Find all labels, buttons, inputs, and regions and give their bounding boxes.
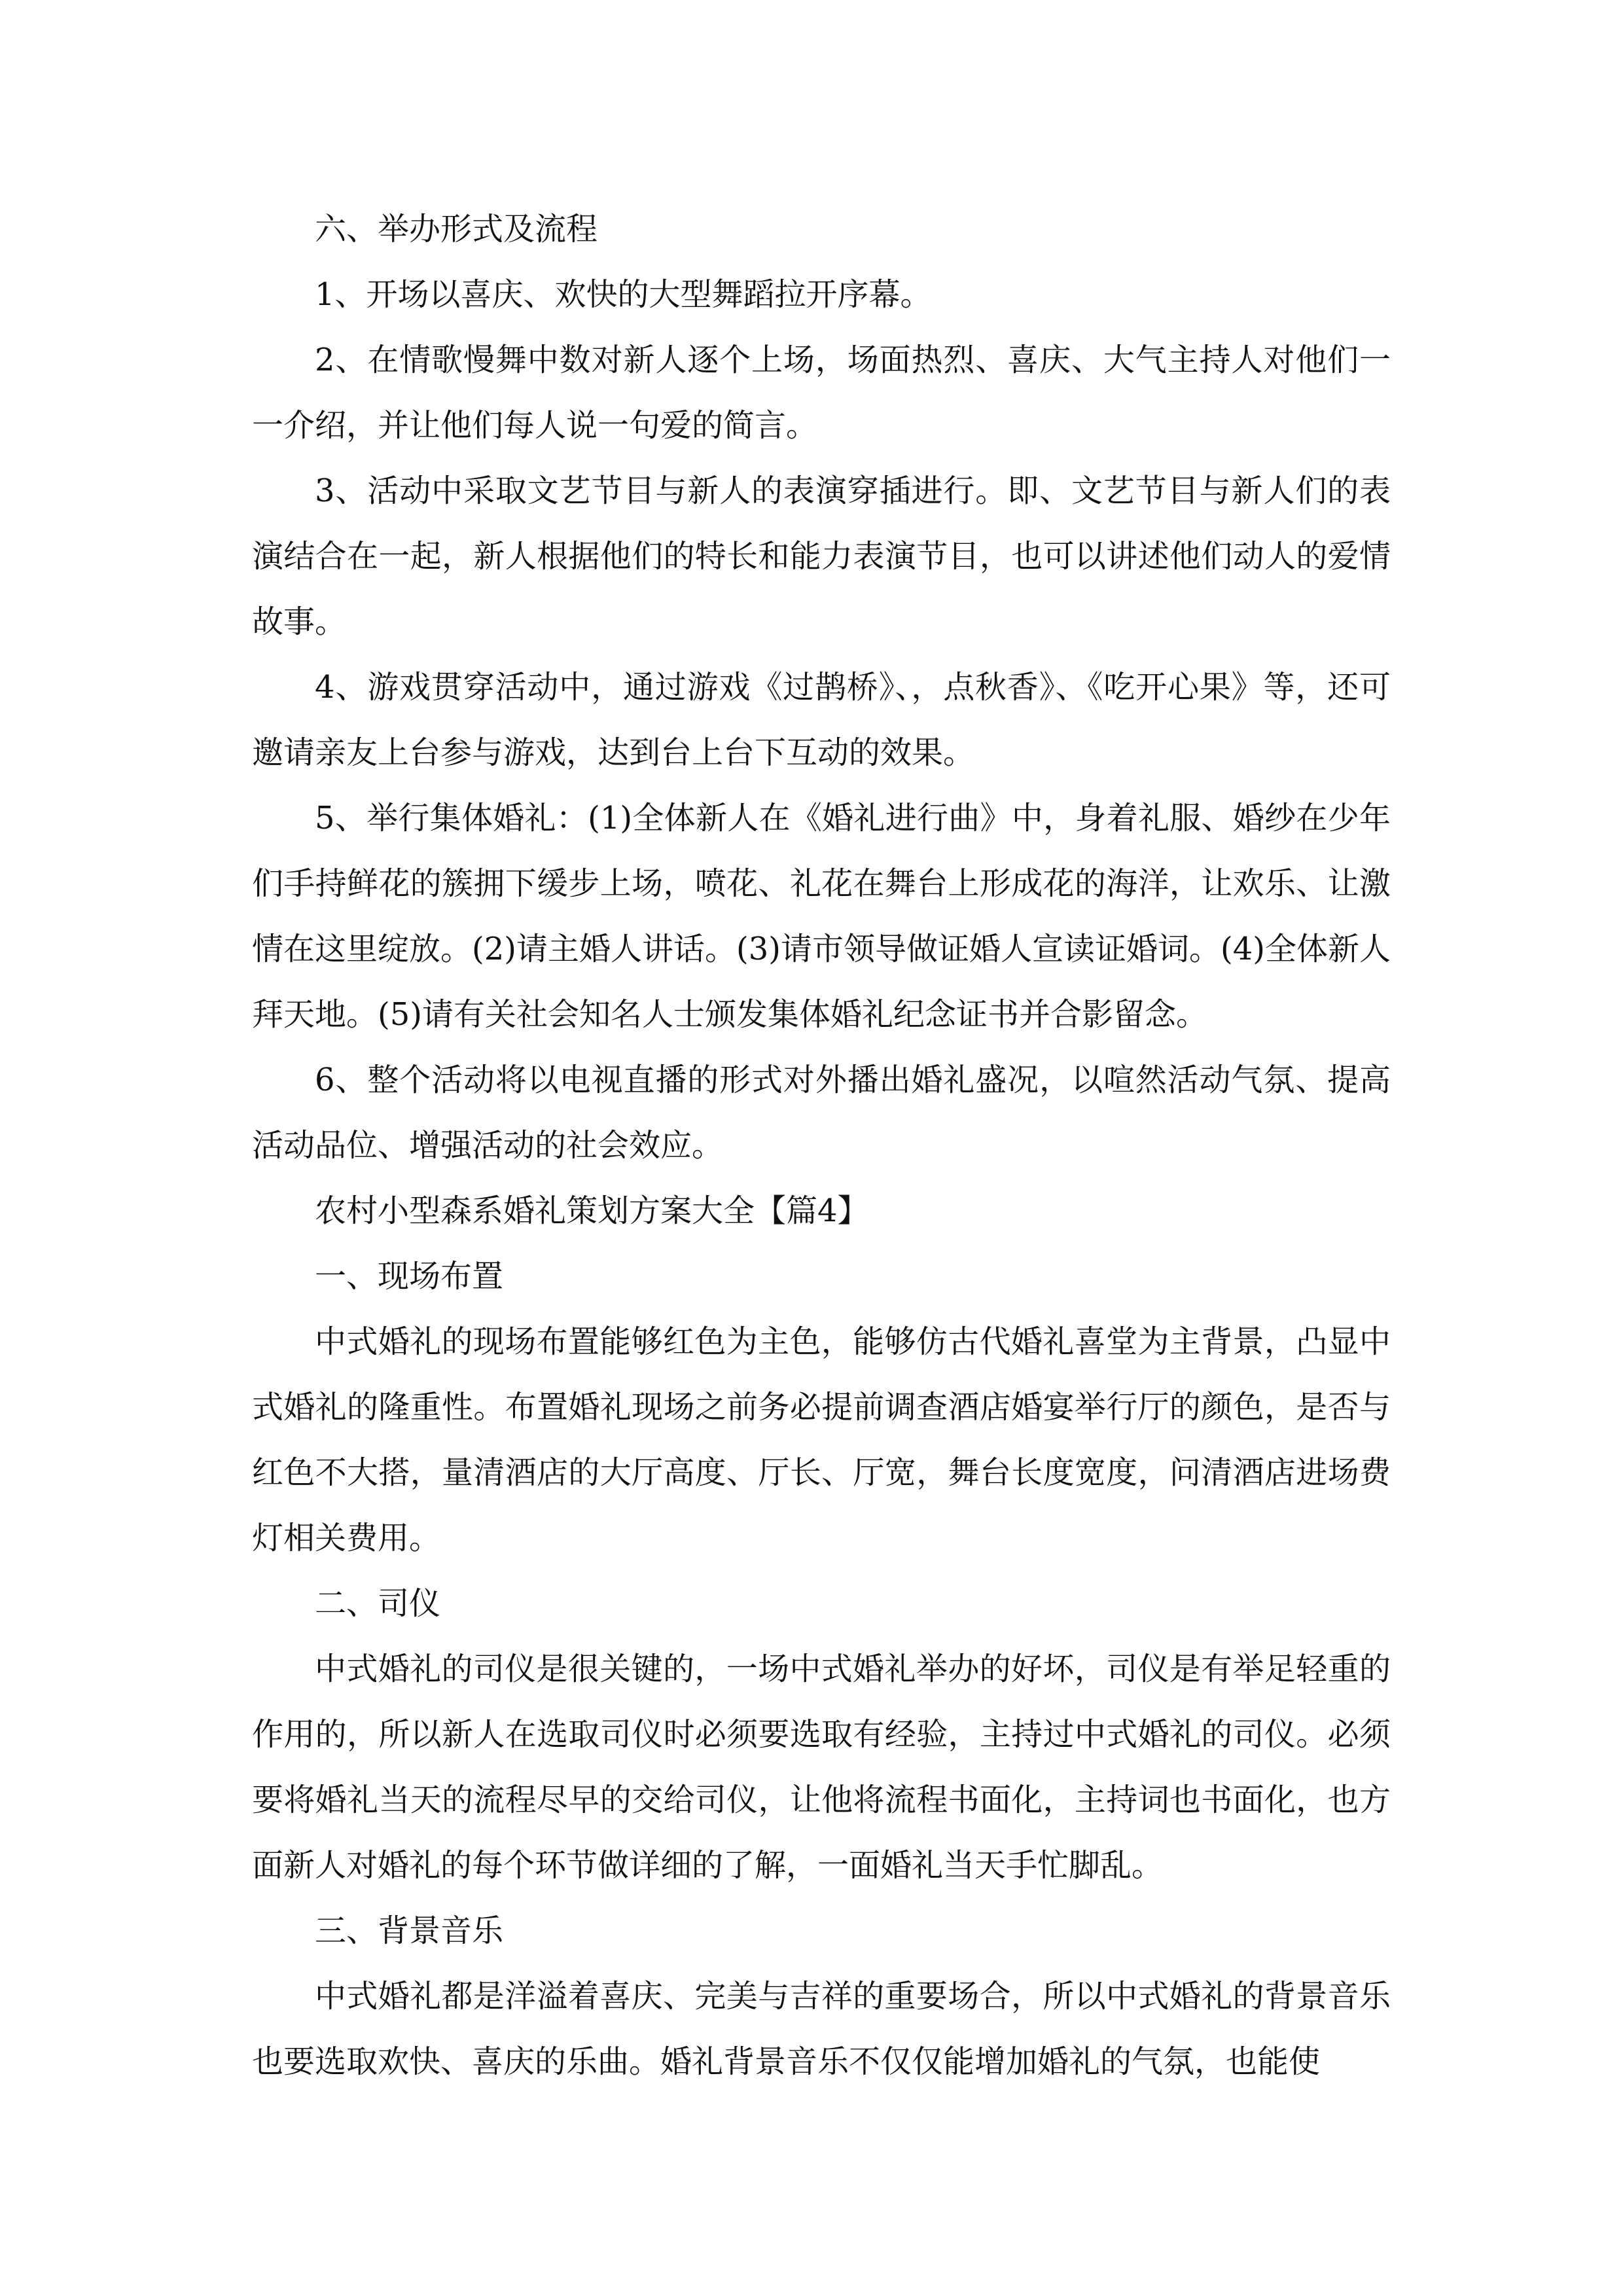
body-paragraph: 4、游戏贯穿活动中，通过游戏《过鹊桥》、，点秋香》、《吃开心果》等，还可邀请亲友上台参与游戏，达到台上台下互动的效果。 <box>252 669 1391 771</box>
section-heading: 三、背景音乐 <box>315 1912 504 1949</box>
body-paragraph: 6、整个活动将以电视直播的形式对外播出婚礼盛况，以喧然活动气氛、提高活动品位、增强活动的社会效应。 <box>252 1062 1391 1164</box>
article-title: 农村小型森系婚礼策划方案大全【篇4】 <box>315 1193 869 1229</box>
section-heading: 二、司仪 <box>315 1585 441 1622</box>
section-heading: 六、举办形式及流程 <box>315 211 598 247</box>
body-paragraph: 2、在情歌慢舞中数对新人逐个上场，场面热烈、喜庆、大气主持人对他们一一介绍，并让他们每人说一句爱的简言。 <box>252 342 1391 444</box>
body-paragraph: 中式婚礼都是洋溢着喜庆、完美与吉祥的重要场合，所以中式婚礼的背景音乐也要选取欢快、喜庆的乐曲。婚礼背景音乐不仅仅能增加婚礼的气氛，也能使 <box>252 1978 1391 2080</box>
body-paragraph: 中式婚礼的现场布置能够红色为主色，能够仿古代婚礼喜堂为主背景，凸显中式婚礼的隆重性。布置婚礼现场之前务必提前调查酒店婚宴举行厅的颜色，是否与红色不大搭，量清酒店的大厅高度、厅长、厅宽，舞台长度宽度，问清酒店进场费灯相关费用。 <box>252 1323 1391 1556</box>
body-paragraph: 中式婚礼的司仪是很关键的，一场中式婚礼举办的好坏，司仪是有举足轻重的作用的，所以新人在选取司仪时必须要选取有经验，主持过中式婚礼的司仪。必须要将婚礼当天的流程尽早的交给司仪，让他将流程书面化，主持词也书面化，也方面新人对婚礼的每个环节做详细的了解，一面婚礼当天手忙脚乱。 <box>252 1651 1391 1884</box>
document-body <box>252 196 1391 2094</box>
body-paragraph: 1、开场以喜庆、欢快的大型舞蹈拉开序幕。 <box>315 276 932 313</box>
body-paragraph: 5、举行集体婚礼：(1)全体新人在《婚礼进行曲》中，身着礼服、婚纱在少年们手持鲜花的簇拥下缓步上场，喷花、礼花在舞台上形成花的海洋，让欢乐、让激情在这里绽放。(2)请主婚人讲话。(3)请市领导做证婚人宣读证婚词。(4)全体新人拜天地。(5)请有关社会知名人士颁发集体婚礼纪念证书并合影留念。 <box>252 800 1391 1033</box>
body-paragraph: 3、活动中采取文艺节目与新人的表演穿插进行。即、文艺节目与新人们的表演结合在一起，新人根据他们的特长和能力表演节目，也可以讲述他们动人的爱情故事。 <box>252 473 1391 640</box>
section-heading: 一、现场布置 <box>315 1258 504 1295</box>
